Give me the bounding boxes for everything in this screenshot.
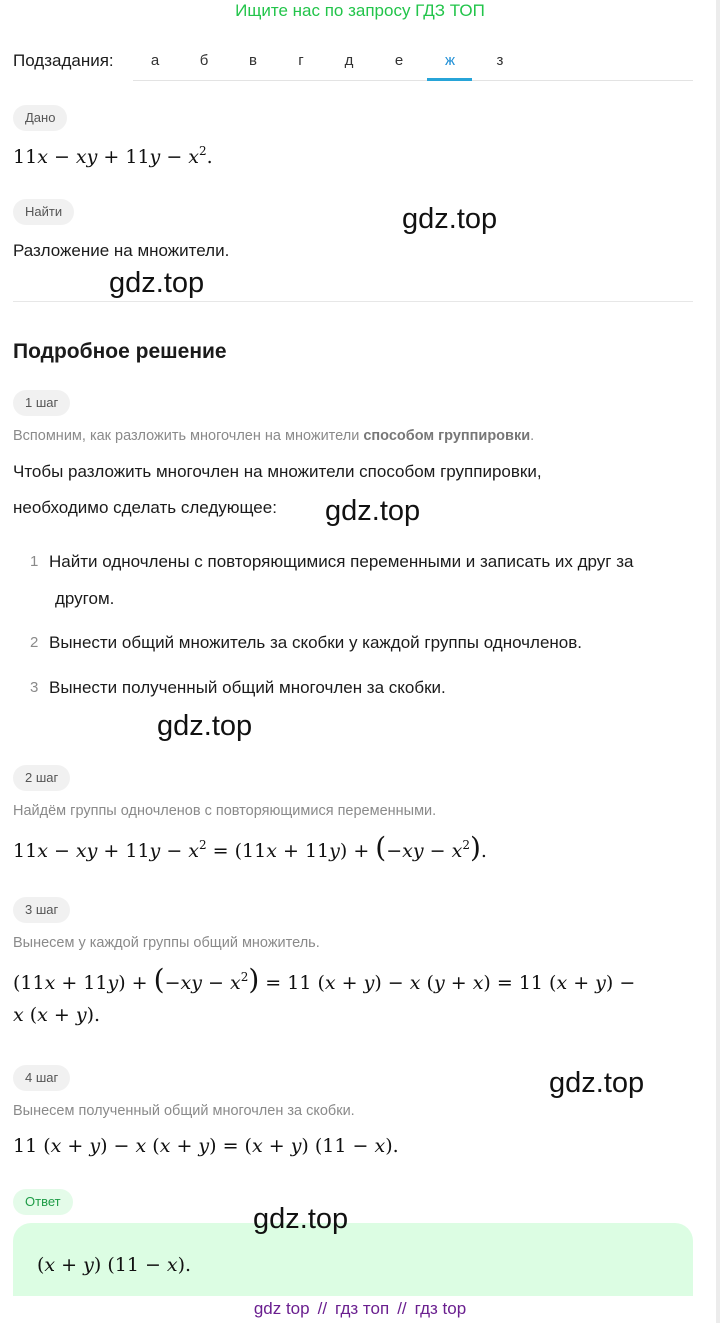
tab-g[interactable]: г xyxy=(298,52,304,69)
step-1-chip: 1 шаг xyxy=(13,390,70,416)
list-item-number: 3 xyxy=(30,679,39,696)
tab-z[interactable]: з xyxy=(496,52,504,69)
step-1-text-line2: необходимо сделать следующее: xyxy=(13,498,277,517)
promo-banner: Ищите нас по запросу ГДЗ ТОП xyxy=(235,1,485,20)
list-item: Вынести полученный общий многочлен за скобки. xyxy=(49,678,446,697)
watermark: gdz.top xyxy=(402,203,498,235)
step-2-hint: Найдём группы одночленов с повторяющимися переменными. xyxy=(13,803,437,819)
step-4 xyxy=(13,1065,70,1091)
step-4-hint: Вынесем полученный общий многочлен за скобки. xyxy=(13,1103,355,1119)
tab-d[interactable]: д xyxy=(344,52,354,69)
answer-expression: (x + y) (11 − x). xyxy=(37,1254,192,1276)
tab-zh-active[interactable]: ж xyxy=(444,52,456,69)
list-item: Вынести общий множитель за скобки у каждой группы одночленов. xyxy=(49,633,583,652)
step-1-hint: Вспомним, как разложить многочлен на множители способом группировки. xyxy=(13,428,535,444)
step-2-expression: 11x − xy + $11y - x^2 = (11x + 11y) + (-xy - x^2)$. xyxy=(13,831,487,864)
tab-b[interactable]: б xyxy=(199,52,209,69)
given-expression: 11x − xy + $11y - x^2$. xyxy=(13,144,213,168)
step-3-hint: Вынесем у каждой группы общий множитель. xyxy=(13,935,320,951)
answer-box xyxy=(13,1223,693,1296)
tab-e[interactable]: е xyxy=(394,52,404,69)
footer-link-gdz-top-mixed[interactable]: гдз top xyxy=(414,1299,467,1318)
step-1-text-line1: Чтобы разложить многочлен на множители способом группировки, xyxy=(13,462,542,481)
solution-title: Подробное решение xyxy=(13,340,227,363)
scrollbar[interactable] xyxy=(716,0,720,1323)
find-section xyxy=(13,199,74,225)
step-2-chip: 2 шаг xyxy=(13,765,70,791)
step-4-expression: 11 (x + y) − x (x + y) = (x + y) (11 − x). xyxy=(13,1135,399,1157)
footer-link-gdz-top[interactable]: gdz top xyxy=(253,1299,310,1318)
answer-chip: Ответ xyxy=(13,1189,73,1215)
find-text: Разложение на множители. xyxy=(13,241,230,260)
list-item-number: 2 xyxy=(30,634,39,651)
footer-links xyxy=(0,1298,720,1320)
footer-link-gdz-top-ru[interactable]: гдз топ xyxy=(335,1299,390,1318)
divider xyxy=(13,301,693,302)
subtask-tabs xyxy=(133,44,693,81)
footer-separator: // xyxy=(317,1299,328,1318)
watermark: gdz.top xyxy=(109,267,205,299)
subtasks-label: Подзадания: xyxy=(13,51,114,70)
list-item-number: 1 xyxy=(30,553,39,570)
tab-a[interactable]: а xyxy=(150,52,160,69)
step-3 xyxy=(13,897,70,923)
given-chip: Дано xyxy=(13,105,67,131)
watermark: gdz.top xyxy=(253,1203,349,1235)
list-item-continuation: другом. xyxy=(55,589,115,608)
step-2 xyxy=(13,765,70,791)
find-chip: Найти xyxy=(13,199,74,225)
active-tab-indicator xyxy=(427,78,472,81)
step-3-expression-line2: x (x + y). xyxy=(13,1004,101,1026)
answer-label xyxy=(13,1189,73,1215)
watermark: gdz.top xyxy=(157,710,253,742)
step-3-expression-line1: $(11x + 11y) + (-xy - x^2) = 11$ (x + y) − x (y + x) = 11 (x + y) − xyxy=(13,963,636,996)
step-1 xyxy=(13,390,70,416)
given-section xyxy=(13,105,67,131)
footer-separator: // xyxy=(397,1299,407,1318)
watermark: gdz.top xyxy=(549,1067,645,1099)
step-3-chip: 3 шаг xyxy=(13,897,70,923)
watermark: gdz.top xyxy=(325,495,421,527)
step-4-chip: 4 шаг xyxy=(13,1065,70,1091)
list-item: Найти одночлены с повторяющимися переменными и записать их друг за xyxy=(49,552,634,571)
tab-v[interactable]: в xyxy=(249,52,257,69)
